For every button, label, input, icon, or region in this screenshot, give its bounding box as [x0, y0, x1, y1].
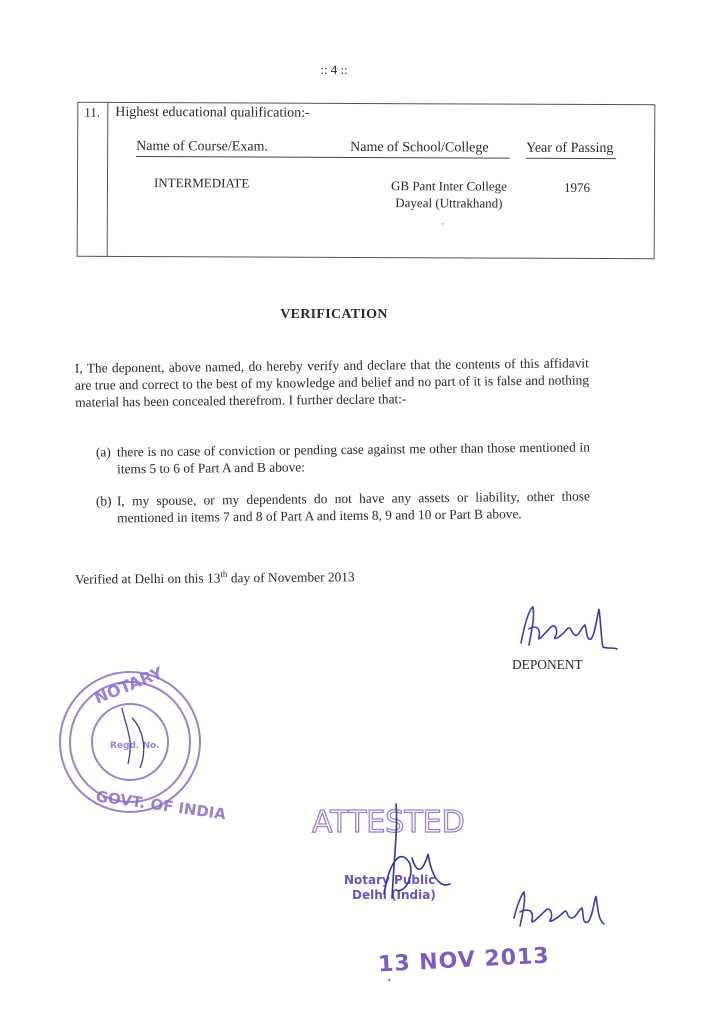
item-number: 11. [84, 104, 101, 120]
page-number: :: 4 :: [320, 62, 348, 77]
deponent-label: DEPONENT [512, 657, 583, 672]
qualification-title: Highest educational qualification:- [115, 104, 310, 121]
verified-suffix: day of November 2013 [230, 569, 355, 586]
course-value: INTERMEDIATE [153, 175, 250, 191]
declaration-item-a [96, 438, 590, 477]
deponent-signature [515, 603, 619, 655]
item-marker: (b) [95, 493, 112, 509]
notary-seal-stamp [52, 663, 228, 824]
column-header-course: Name of Course/Exam. [136, 139, 332, 158]
qualification-table [77, 102, 656, 260]
column-header-school: Name of School/College [332, 140, 510, 159]
column-divider [107, 103, 109, 256]
declaration-item-b [96, 487, 590, 526]
school-line-2: Dayeal (Uttrakhand) [395, 195, 503, 211]
stray-dot: . [441, 216, 445, 228]
item-text: there is no case of conviction or pending case against me other than those mentioned in items 5 to 6 of Part A and B above: [116, 439, 590, 477]
column-header-year: Year of Passing [526, 141, 616, 159]
svg-text:Delhi (India): Delhi (India) [352, 888, 436, 902]
item-text: I, my spouse, or my dependents do not have any assets or liability, other those mentioned in items 7 and 8 of Part A and items 8, 9 and 10 or Part B above. [116, 488, 590, 526]
stray-mark: • [388, 976, 391, 985]
svg-text:NOTARY: NOTARY [91, 663, 166, 708]
date-stamp: 13 NOV 2013 [377, 943, 551, 978]
attestation-signature [510, 888, 610, 936]
svg-text:Notary Public: Notary Public [344, 873, 436, 887]
verification-paragraph: I, The deponent, above named, do hereby verify and declare that the contents of this affidavit are true and correct to the best of my knowledge and belief and no part of it is false and nothing material has been concealed therefrom. I further declare that:- [74, 355, 590, 410]
year-value: 1976 [563, 179, 591, 195]
svg-text:ATTESTED: ATTESTED [312, 805, 465, 840]
verified-prefix: Verified at Delhi on this 13 [74, 570, 221, 587]
verified-sup: th [220, 568, 228, 579]
school-line-1: GB Pant Inter College [390, 178, 507, 194]
school-value [374, 177, 524, 212]
verification-title: VERIFICATION [280, 307, 388, 322]
svg-text:GOVT. OF INDIA: GOVT. OF INDIA [94, 787, 228, 824]
svg-text:Regd. No.: Regd. No. [110, 741, 160, 751]
verified-line [75, 568, 355, 588]
item-marker: (a) [95, 444, 111, 460]
attested-stamp [300, 798, 490, 910]
